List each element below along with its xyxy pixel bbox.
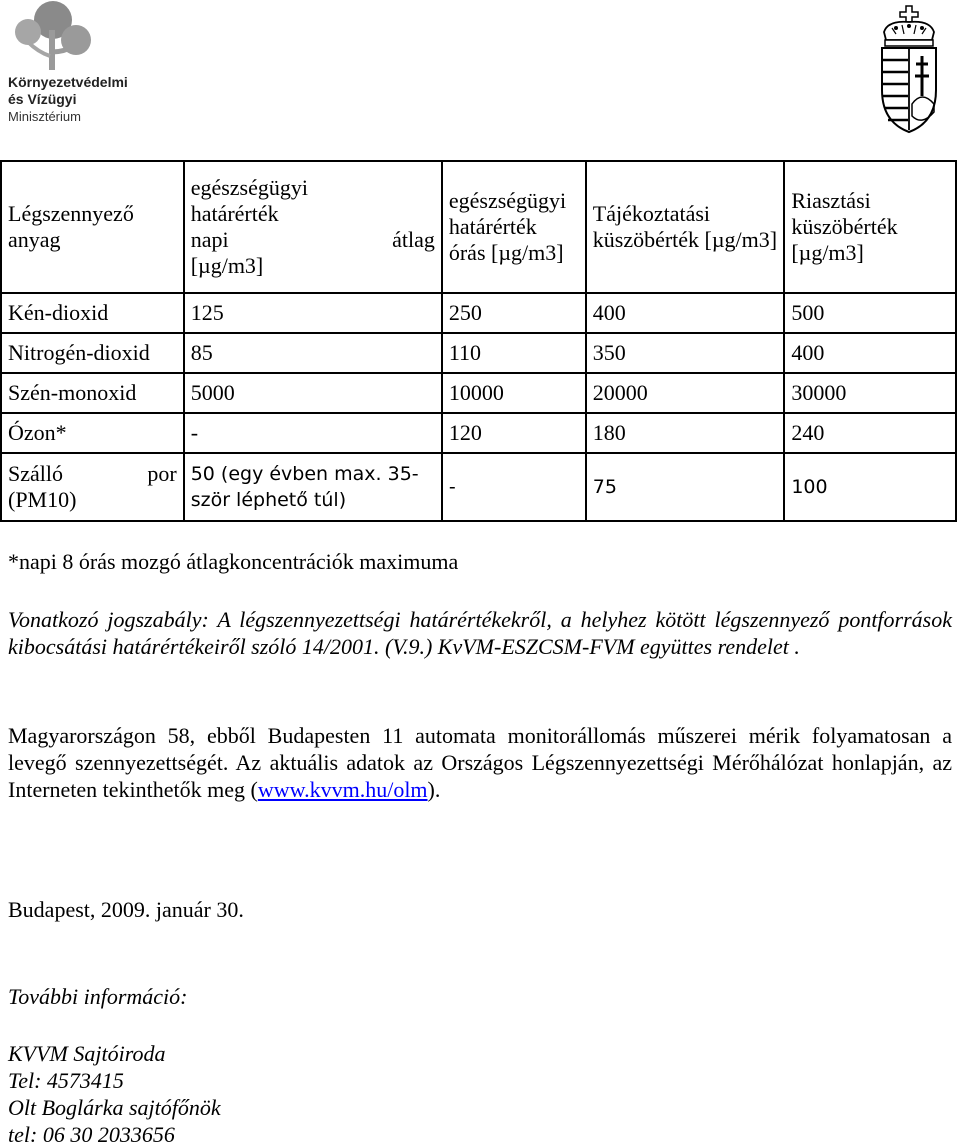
row-alarm: 30000 <box>784 373 956 413</box>
monitoring-text: Magyarországon 58, ebből Budapesten 11 automata monitorállomás műszerei mérik folyamatosan a levegő szennyezettségét. Az aktuális adatok az Országos Légszennyezettségi Mérőhálózat honlapján, az Interneten tekinthetők meg ( <box>8 723 952 802</box>
row-info: 400 <box>586 293 785 333</box>
table-row <box>1 293 956 333</box>
row-pollutant: Szén-monoxid <box>1 373 184 413</box>
pm10-daily-line2: ször léphető túl) <box>190 489 347 511</box>
header-daily-line2: határérték <box>190 201 279 226</box>
ministry-name-line1: Környezetvédelmi <box>8 74 128 90</box>
pm10-name-line2: (PM10) <box>8 487 77 512</box>
contact-person: Olt Boglárka sajtófőnök <box>8 1095 221 1120</box>
more-info-heading: További információ: <box>8 984 188 1009</box>
contact-block <box>8 1040 221 1148</box>
header-hourly-limit: egészségügyi határérték órás [µg/m3] <box>442 161 586 293</box>
header-daily-limit <box>184 161 442 293</box>
header-daily-line3 <box>191 227 435 253</box>
row-hourly: 10000 <box>442 373 586 413</box>
row-pollutant: Nitrogén-dioxid <box>1 333 184 373</box>
table-row <box>1 333 956 373</box>
pm10-info: 75 <box>586 453 785 521</box>
header-daily-napi: napi <box>190 227 229 252</box>
row-daily: 85 <box>184 333 442 373</box>
table-header-row <box>1 161 956 293</box>
pm10-daily-line1: 50 (egy évben max. 35- <box>190 463 419 485</box>
coat-of-arms-icon <box>876 4 942 136</box>
row-alarm: 240 <box>784 413 956 453</box>
row-pollutant: Ózon* <box>1 413 184 453</box>
row-daily: 125 <box>184 293 442 333</box>
pm10-name-line1 <box>8 461 177 487</box>
pm10-daily <box>184 453 442 521</box>
olm-website-link[interactable]: www.kvvm.hu/olm <box>257 777 428 802</box>
pm10-pollutant <box>1 453 184 521</box>
table-row-pm10 <box>1 453 956 521</box>
dateline: Budapest, 2009. január 30. <box>8 897 244 922</box>
ministry-name-line3: Minisztérium <box>8 109 81 124</box>
table-row <box>1 413 956 453</box>
ministry-name-line2: és Vízügyi <box>8 91 77 107</box>
row-hourly: 120 <box>442 413 586 453</box>
legal-reference: Vonatkozó jogszabály: A légszennyezettségi határértékekről, a helyhez kötött légszennyező pontforrások kibocsátási határértékeiről szóló 14/2001. (V.9.) KvVM-ESZCSM-FVM együttes rendelet . <box>8 607 952 659</box>
monitoring-paragraph <box>8 722 952 803</box>
row-hourly: 250 <box>442 293 586 333</box>
row-daily: - <box>184 413 442 453</box>
row-info: 20000 <box>586 373 785 413</box>
row-hourly: 110 <box>442 333 586 373</box>
ministry-name <box>8 74 128 125</box>
header-info-threshold: Tájékoztatási küszöbérték [µg/m3] <box>586 161 785 293</box>
contact-office: KVVM Sajtóiroda <box>8 1041 166 1066</box>
row-daily: 5000 <box>184 373 442 413</box>
header-alarm-threshold: Riasztási küszöbérték [µg/m3] <box>784 161 956 293</box>
pm10-hourly: - <box>442 453 586 521</box>
row-alarm: 400 <box>784 333 956 373</box>
monitoring-after: ). <box>427 777 441 802</box>
pm10-name-left: Szálló <box>8 461 63 486</box>
row-pollutant: Kén-dioxid <box>1 293 184 333</box>
air-quality-limits-table <box>0 160 957 522</box>
row-info: 180 <box>586 413 785 453</box>
table-footnote: *napi 8 órás mozgó átlagkoncentrációk maximuma <box>8 549 459 574</box>
pm10-alarm: 100 <box>784 453 956 521</box>
contact-tel: Tel: 4573415 <box>8 1068 124 1093</box>
table-row <box>1 373 956 413</box>
tree-icon <box>8 0 158 72</box>
header-pollutant: Légszennyező anyag <box>1 161 184 293</box>
header-daily-line1: egészségügyi <box>190 175 308 200</box>
row-alarm: 500 <box>784 293 956 333</box>
header-daily-line4: [µg/m3] <box>190 253 264 278</box>
header-daily-atlag: átlag <box>392 227 435 252</box>
pm10-name-right: por <box>147 461 177 486</box>
row-info: 350 <box>586 333 785 373</box>
contact-mobile: tel: 06 30 2033656 <box>8 1122 175 1147</box>
